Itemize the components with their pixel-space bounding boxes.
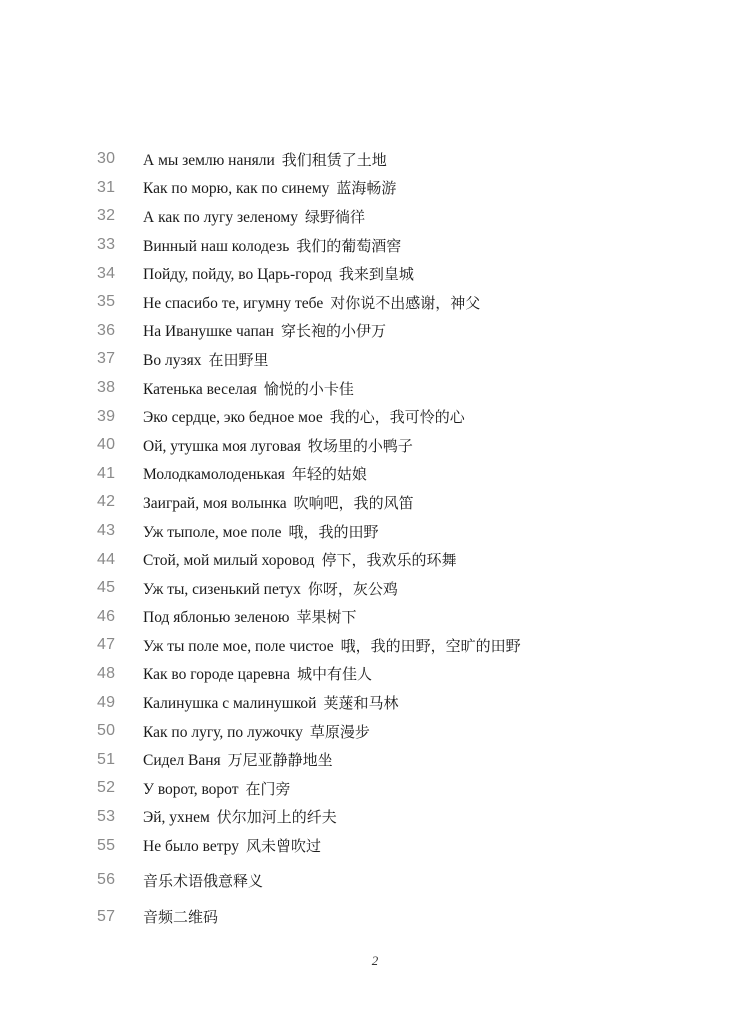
entry-page-number: 53: [97, 807, 116, 825]
entry-title-cn: 吹响吧，我的风笛: [293, 493, 414, 512]
entry-page-number: 50: [97, 722, 116, 740]
entry-title-cn: 在田野里: [208, 350, 269, 369]
entry-title-ru: Уж ты поле мое, поле чистое: [143, 637, 334, 655]
entry-page-number: 30: [97, 150, 116, 168]
entry-title: [143, 749, 333, 770]
entry-page-number: 52: [97, 779, 116, 797]
list-item[interactable]: [0, 231, 750, 260]
entry-page-number: 37: [97, 350, 116, 368]
entry-title-cn: 城中有佳人: [296, 665, 372, 684]
list-item[interactable]: [0, 431, 750, 460]
entry-title: [143, 606, 356, 627]
entry-title: [143, 521, 379, 542]
list-item[interactable]: [0, 288, 750, 317]
entry-title-cn: 风未曾吹过: [245, 837, 321, 856]
list-item[interactable]: [0, 745, 750, 774]
entry-title: [143, 149, 387, 170]
entry-title: [143, 206, 365, 227]
entry-page-number: 51: [97, 750, 116, 768]
entry-title-cn: 蓝海畅游: [336, 179, 397, 198]
list-item[interactable]: [0, 545, 750, 574]
entry-page-number: 42: [97, 493, 116, 511]
entry-title-ru: А как по лугу зеленому: [143, 208, 298, 226]
list-item[interactable]: [0, 402, 750, 431]
entry-title-cn: 我们的葡萄酒窖: [296, 236, 402, 255]
entry-title: [143, 806, 337, 827]
entry-title-ru: Как по лугу, по лужочку: [143, 723, 303, 741]
entry-title: [143, 406, 465, 427]
entry-title-cn: 牧场里的小鸭子: [307, 436, 413, 455]
entry-title: [143, 549, 456, 570]
entry-page-number: 34: [97, 264, 116, 282]
entry-page-number: 35: [97, 293, 116, 311]
entry-title-ru: Как по морю, как по синему: [143, 180, 330, 198]
list-item[interactable]: [0, 774, 750, 803]
entry-title-cn: 穿长袍的小伊万: [280, 322, 386, 341]
list-item[interactable]: [0, 803, 750, 832]
list-item[interactable]: [0, 345, 750, 374]
entry-title-ru: Винный наш колодезь: [143, 237, 290, 255]
entry-title-ru: Эко сердце, эко бедное мое: [143, 409, 323, 427]
entry-page-number: 32: [97, 207, 116, 225]
entry-title: [143, 663, 372, 684]
list-item[interactable]: [0, 317, 750, 346]
entry-title-ru: Уж тыполе, мое поле: [143, 523, 282, 541]
entry-title-ru: А мы землю наняли: [143, 151, 275, 169]
table-of-contents: [0, 145, 750, 931]
entry-title-ru: На Иванушке чапан: [143, 323, 274, 341]
entry-title-cn: 愉悦的小卡佳: [263, 379, 354, 398]
list-item[interactable]: [0, 574, 750, 603]
list-item[interactable]: [0, 631, 750, 660]
entry-title-cn: 停下，我欢乐的环舞: [321, 551, 457, 570]
entry-page-number: 40: [97, 436, 116, 454]
entry-title-ru: Заиграй, моя волынка: [143, 494, 287, 512]
entry-page-number: 43: [97, 522, 116, 540]
list-item[interactable]: [0, 660, 750, 689]
entry-title-cn: 哦，我的田野，空旷的田野: [340, 636, 521, 655]
list-item[interactable]: [0, 717, 750, 746]
page-number: 2: [371, 953, 379, 968]
entry-page-number: 31: [97, 178, 116, 196]
entry-page-number: 45: [97, 579, 116, 597]
entry-page-number: 57: [97, 907, 116, 925]
entry-title: [143, 635, 521, 656]
entry-title-ru: Стой, мой милый хоровод: [143, 552, 315, 570]
entry-title-cn: 我的心，我可怜的心: [329, 408, 465, 427]
list-item[interactable]: [0, 866, 750, 895]
entry-title-ru: Калинушка с малинушкой: [143, 695, 317, 713]
entry-title-cn: 对你说不出感谢，神父: [330, 293, 481, 312]
entry-title-cn: 我们租赁了土地: [281, 150, 387, 169]
list-item[interactable]: [0, 603, 750, 632]
list-item[interactable]: [0, 902, 750, 931]
entry-title-ru: Не было ветру: [143, 838, 239, 856]
list-item[interactable]: [0, 517, 750, 546]
entry-title: [143, 177, 396, 198]
entry-title: [143, 692, 399, 713]
entry-title: [143, 492, 414, 513]
entry-page-number: 39: [97, 407, 116, 425]
entry-title: [143, 463, 367, 484]
entry-title: [143, 435, 413, 456]
entry-page-number: 33: [97, 236, 116, 254]
list-item[interactable]: [0, 202, 750, 231]
list-item[interactable]: [0, 174, 750, 203]
entry-title-ru: Эй, ухнем: [143, 809, 210, 827]
entry-title: [143, 320, 386, 341]
entry-title-cn: 万尼亚静静地坐: [227, 751, 333, 770]
entry-page-number: 49: [97, 693, 116, 711]
entry-title-ru: Катенька веселая: [143, 380, 257, 398]
entry-title: [143, 292, 480, 313]
entry-page-number: 56: [97, 871, 116, 889]
entry-title-ru: Ой, утушка моя луговая: [143, 437, 301, 455]
entry-page-number: 36: [97, 321, 116, 339]
entry-title-cn: 你呀，灰公鸡: [307, 579, 398, 598]
entry-title-cn: 绿野徜徉: [304, 207, 365, 226]
entry-title: [143, 235, 401, 256]
entry-title-ru: Пойду, пойду, во Царь-город: [143, 266, 332, 284]
entry-title-ru: У ворот, ворот: [143, 780, 239, 798]
entry-page-number: 46: [97, 607, 116, 625]
entry-title: 音乐术语俄意释义: [143, 871, 264, 890]
entry-page-number: 47: [97, 636, 116, 654]
list-item[interactable]: [0, 488, 750, 517]
entry-title: [143, 721, 370, 742]
list-item[interactable]: [0, 688, 750, 717]
entry-title-cn: 荚蒾和马林: [323, 694, 399, 713]
entry-title: [143, 835, 321, 856]
entry-page-number: 38: [97, 379, 116, 397]
entry-title: 音频二维码: [143, 908, 219, 927]
entry-title-cn: 年轻的姑娘: [291, 465, 367, 484]
list-item[interactable]: [0, 259, 750, 288]
entry-title: [143, 578, 398, 599]
entry-title: [143, 349, 268, 370]
entry-title-cn: 哦，我的田野: [288, 522, 379, 541]
entry-title: [143, 778, 291, 799]
entry-title-cn: 我来到皇城: [338, 265, 414, 284]
list-item[interactable]: [0, 831, 750, 860]
entry-title-ru: Как во городе царевна: [143, 666, 290, 684]
entry-page-number: 41: [97, 464, 116, 482]
entry-title-cn: 在门旁: [245, 779, 291, 798]
entry-page-number: 44: [97, 550, 116, 568]
entry-title-ru: Сидел Ваня: [143, 752, 221, 770]
entry-title-ru: Во лузях: [143, 351, 202, 369]
entry-title-cn: 草原漫步: [309, 722, 370, 741]
list-item[interactable]: [0, 145, 750, 174]
entry-page-number: 48: [97, 664, 116, 682]
entry-title-ru: Не спасибо те, игумну тебе: [143, 294, 324, 312]
entry-title-cn: 伏尔加河上的纤夫: [216, 808, 337, 827]
entry-page-number: 55: [97, 836, 116, 854]
list-item[interactable]: [0, 460, 750, 489]
entry-title: [143, 263, 414, 284]
entry-title-cn: 苹果树下: [296, 608, 357, 627]
entry-title-ru: Под яблонью зеленою: [143, 609, 290, 627]
entry-title-ru: Молодкамолоденькая: [143, 466, 285, 484]
entry-title: [143, 378, 354, 399]
list-item[interactable]: [0, 374, 750, 403]
entry-title-ru: Уж ты, сизенький петух: [143, 580, 301, 598]
